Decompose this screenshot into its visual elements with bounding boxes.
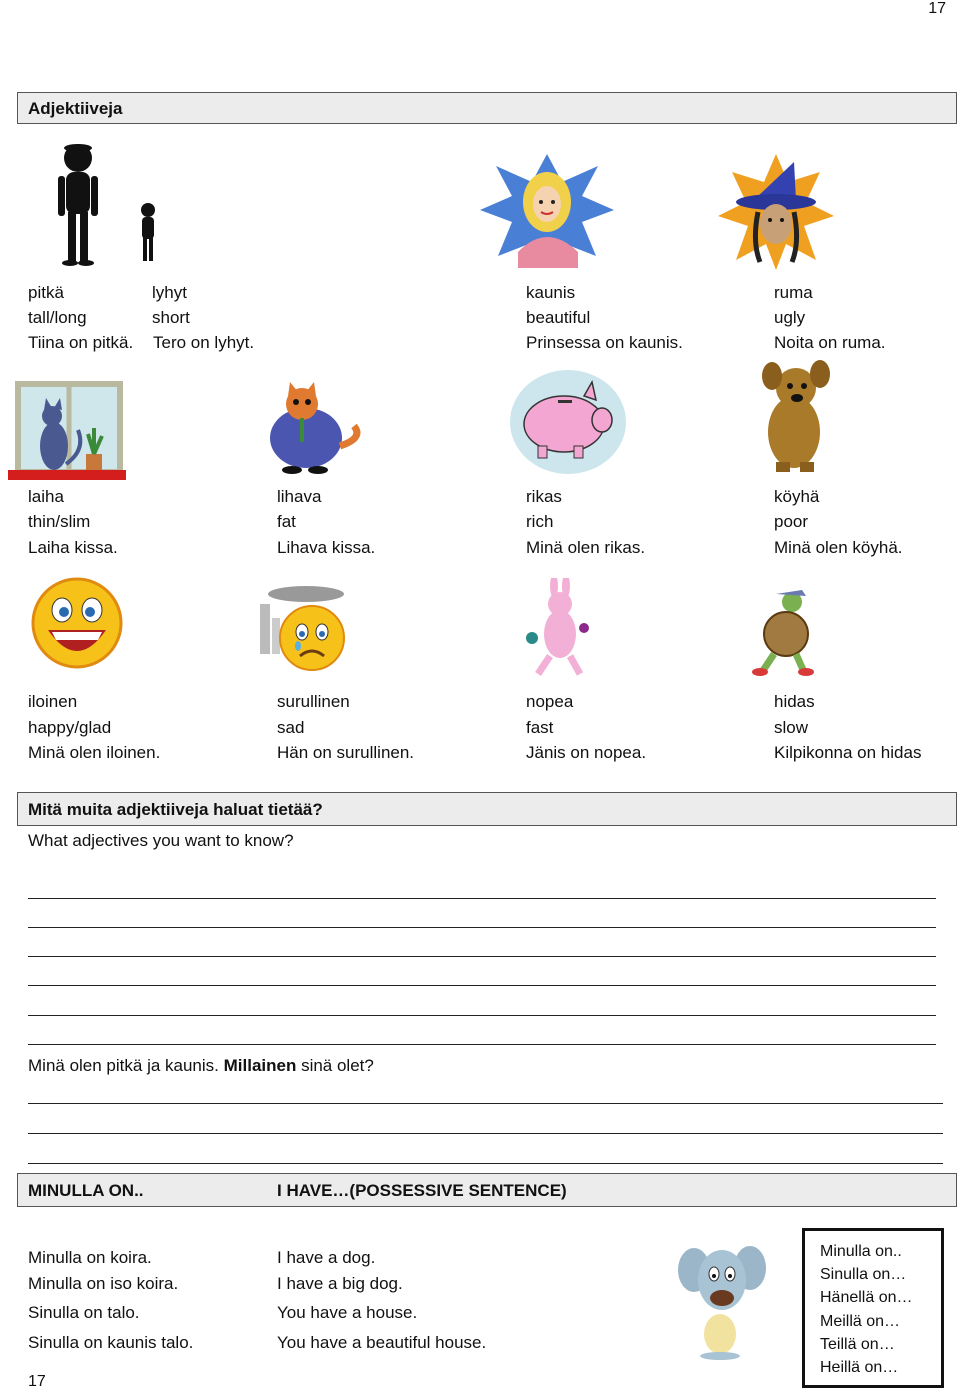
example-english: I have a big dog. (277, 1274, 403, 1293)
adjective-english: sad (277, 718, 305, 737)
possessive-pronouns-box (802, 1228, 944, 1388)
witch-illustration (716, 152, 836, 272)
writing-line[interactable] (28, 1133, 943, 1134)
example-sentence: Kilpikonna on hidas (774, 743, 922, 762)
adjective-english: poor (774, 512, 809, 531)
writing-line[interactable] (28, 1015, 936, 1016)
running-hare-illustration (520, 578, 600, 678)
section-header-more-adjectives (17, 792, 957, 826)
tall-short-figures-illustration (48, 142, 168, 270)
adjective-finnish: rikas (526, 487, 562, 506)
example-finnish: Minulla on koira. (28, 1248, 152, 1267)
example-sentence: Tero on lyhyt. (153, 333, 255, 352)
adjective-finnish: lyhyt (152, 283, 187, 302)
example-sentence: Minä olen iloinen. (28, 743, 161, 762)
adjective-english: tall/long (28, 308, 87, 327)
box-item: Meillä on… (820, 1313, 901, 1330)
adjective-english: happy/glad (28, 718, 112, 737)
example-sentence: Lihava kissa. (277, 538, 376, 557)
example-finnish: Sinulla on kaunis talo. (28, 1333, 194, 1352)
box-item: Heillä on… (820, 1359, 899, 1376)
turtle-illustration (746, 588, 824, 678)
poor-dog-illustration (752, 358, 836, 474)
adjective-english: thin/slim (28, 512, 91, 531)
adjective-english: ugly (774, 308, 806, 327)
section-subtitle: What adjectives you want to know? (28, 831, 294, 850)
example-sentence: Prinsessa on kaunis. (526, 333, 683, 352)
adjective-finnish: pitkä (28, 283, 64, 302)
example-sentence: Noita on ruma. (774, 333, 886, 352)
adjective-finnish: lihava (277, 487, 322, 506)
princess-illustration (478, 152, 616, 270)
example-english: You have a house. (277, 1303, 418, 1322)
section-title-english: I HAVE…(POSSESSIVE SENTENCE) (277, 1181, 567, 1200)
example-finnish: Sinulla on talo. (28, 1303, 140, 1322)
box-item: Sinulla on… (820, 1266, 907, 1283)
example-sentence: Minä olen rikas. (526, 538, 646, 557)
adjective-finnish: iloinen (28, 692, 78, 711)
writing-line[interactable] (28, 985, 936, 986)
example-finnish: Minulla on iso koira. (28, 1274, 179, 1293)
box-item: Minulla on.. (820, 1243, 902, 1260)
sad-smiley-illustration (256, 584, 348, 676)
writing-line[interactable] (28, 956, 936, 957)
writing-line[interactable] (28, 927, 936, 928)
box-item: Teillä on… (820, 1336, 895, 1353)
section-title: Adjektiiveja (28, 99, 123, 118)
page-number-top: 17 (928, 0, 946, 17)
adjective-english: short (152, 308, 190, 327)
adjective-finnish: laiha (28, 487, 64, 506)
example-sentence: Hän on surullinen. (277, 743, 415, 762)
adjective-finnish: köyhä (774, 487, 820, 506)
fat-cat-illustration (256, 382, 366, 476)
happy-smiley-illustration (30, 576, 124, 670)
example-english: You have a beautiful house. (277, 1333, 487, 1352)
writing-line[interactable] (28, 1103, 943, 1104)
example-sentence: Tiina on pitkä. (28, 333, 134, 352)
question-keyword: Millainen (223, 1056, 297, 1075)
piggy-bank-illustration (508, 366, 626, 478)
thin-cat-window-illustration (8, 380, 126, 482)
adjective-english: fast (526, 718, 554, 737)
dog-illustration (676, 1240, 766, 1360)
section-title: Mitä muita adjektiiveja haluat tietää? (28, 800, 323, 819)
adjective-finnish: kaunis (526, 283, 576, 302)
example-sentence: Laiha kissa. (28, 538, 118, 557)
page-number-bottom: 17 (28, 1373, 46, 1390)
question-text: sinä olet? (296, 1056, 374, 1075)
section-header-possessive (17, 1173, 957, 1207)
example-sentence: Jänis on nopea. (526, 743, 647, 762)
adjective-english: fat (277, 512, 296, 531)
adjective-english: beautiful (526, 308, 591, 327)
example-english: I have a dog. (277, 1248, 376, 1267)
adjective-finnish: ruma (774, 283, 813, 302)
adjective-finnish: surullinen (277, 692, 350, 711)
section-title-finnish: MINULLA ON.. (28, 1181, 144, 1200)
example-sentence: Minä olen köyhä. (774, 538, 903, 557)
writing-line[interactable] (28, 1044, 936, 1045)
question-text: Minä olen pitkä ja kaunis. (28, 1056, 224, 1075)
adjective-english: slow (774, 718, 809, 737)
adjective-english: rich (526, 512, 554, 531)
writing-line[interactable] (28, 1163, 943, 1164)
box-item: Hänellä on… (820, 1289, 913, 1306)
adjective-finnish: nopea (526, 692, 574, 711)
adjective-finnish: hidas (774, 692, 815, 711)
section-header-adjectives (17, 92, 957, 124)
writing-line[interactable] (28, 898, 936, 899)
question-sentence (28, 1053, 374, 1078)
